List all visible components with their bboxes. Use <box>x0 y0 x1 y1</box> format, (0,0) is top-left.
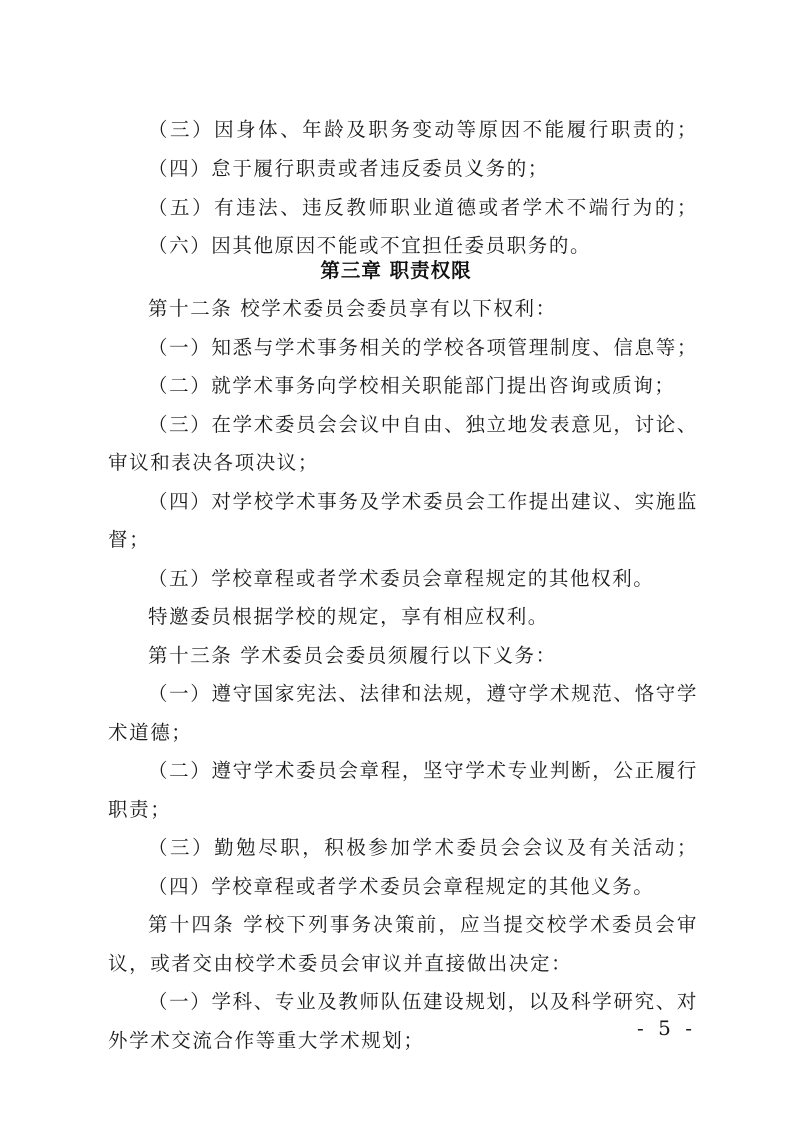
article-line: 第十四条 学校下列事务决策前，应当提交校学术委员会审 <box>148 913 698 936</box>
paragraph-line: （一）学科、专业及教师队伍建设规划，以及科学研究、对 <box>148 990 698 1013</box>
paragraph-line: 外学术交流合作等重大学术规划； <box>108 1029 425 1052</box>
paragraph-line: 特邀委员根据学校的规定，享有相应权利。 <box>148 605 549 628</box>
paragraph-line: 职责； <box>108 798 172 821</box>
paragraph-line: （一）遵守国家宪法、法律和法规，遵守学术规范、恪守学 <box>148 682 698 705</box>
paragraph-line: （四）对学校学术事务及学术委员会工作提出建议、实施监 <box>148 490 698 513</box>
paragraph-line: （一）知悉与学术事务相关的学校各项管理制度、信息等； <box>148 336 698 359</box>
article-line: 第十三条 学术委员会委员须履行以下义务： <box>148 644 557 667</box>
paragraph-line: （六）因其他原因不能或不宜担任委员职务的。 <box>148 234 592 257</box>
article-line: 第十二条 校学术委员会委员享有以下权利： <box>148 297 557 320</box>
paragraph-line: （三）勤勉尽职，积极参加学术委员会会议及有关活动； <box>148 836 698 859</box>
paragraph-line: （四）学校章程或者学术委员会章程规定的其他义务。 <box>148 875 655 898</box>
paragraph-line: （四）怠于履行职责或者违反委员义务的； <box>148 157 549 180</box>
chapter-heading: 第三章 职责权限 <box>320 259 472 282</box>
paragraph-line: （二）遵守学术委员会章程，坚守学术专业判断，公正履行 <box>148 759 698 782</box>
paragraph-line: （五）有违法、违反教师职业道德或者学术不端行为的； <box>148 196 698 219</box>
paragraph-line: （二）就学术事务向学校相关职能部门提出咨询或质询； <box>148 374 676 397</box>
paragraph-line: 议，或者交由校学术委员会审议并直接做出决定： <box>108 952 573 975</box>
paragraph-line: （五）学校章程或者学术委员会章程规定的其他权利。 <box>148 567 655 590</box>
paragraph-line: （三）在学术委员会会议中自由、独立地发表意见，讨论、 <box>148 413 698 436</box>
paragraph-line: 审议和表决各项决议； <box>108 451 320 474</box>
paragraph-line: 术道德； <box>108 721 193 744</box>
page-number: - 5 - <box>637 1016 696 1040</box>
paragraph-line: （三）因身体、年龄及职务变动等原因不能履行职责的； <box>148 118 698 141</box>
paragraph-line: 督； <box>108 528 151 551</box>
